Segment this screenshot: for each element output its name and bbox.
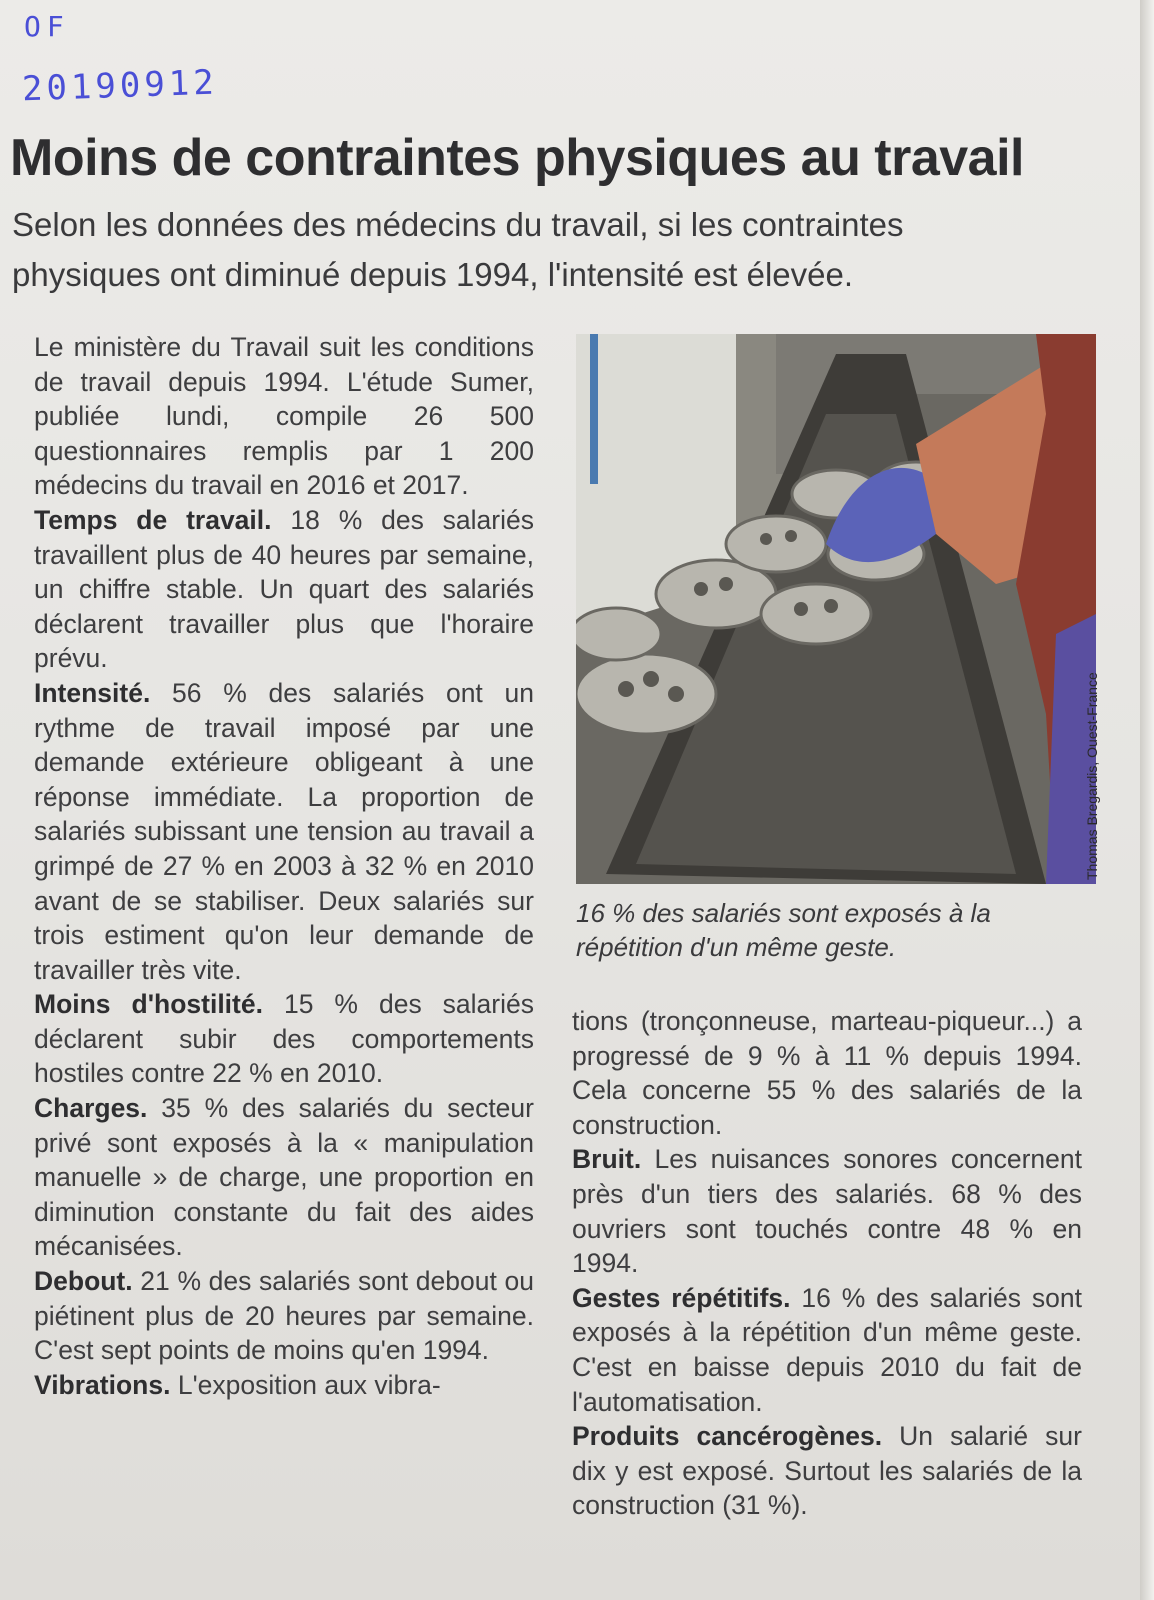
section-heading: Gestes répétitifs. [572,1282,791,1313]
section-text: Les nuisances sonores concernent près d'un tiers des salariés. 68 % des ouvriers sont touchés contre 48 % en 1994. [572,1144,1082,1279]
section-text: 15 % des salariés déclarent subir des comportements hostiles contre 22 % en 2010. [34,989,534,1089]
article-photo [576,334,1096,884]
page-edge [1140,0,1154,1600]
section-heading: Vibrations. [34,1369,171,1400]
section-heading: Temps de travail. [34,504,272,535]
section-text: Un salarié sur dix y est exposé. Surtout les salariés de la construction (31 %). [572,1421,1082,1521]
factory-workbench-photo [576,334,1096,884]
section-temps-de-travail [34,503,534,676]
article-subtitle: Selon les données des médecins du travail, si les contraintes physiques ont diminué depuis 1994, l'intensité est élevée. [12,206,904,293]
section-text: L'exposition aux vibra- [177,1369,441,1400]
article-column-right [572,1004,1082,1523]
article-intro: Le ministère du Travail suit les conditions de travail depuis 1994. L'étude Sumer, publiée lundi, compile 26 500 questionnaires remplis par 1 200 médecins du travail en 2016 et 2017. [34,332,534,501]
section-text: 18 % des salariés travaillent plus de 40 heures par semaine, un chiffre stable. Un quart des salariés déclarent travailler plus que l'horaire prévu. [34,504,534,674]
photo-caption: 16 % des salariés sont exposés à la répétition d'un même geste. [576,898,991,962]
section-bruit [572,1142,1082,1280]
section-vibrations-continued [572,1004,1082,1142]
section-produits-cancerogenes [572,1419,1082,1523]
section-heading: Moins d'hostilité. [34,989,263,1020]
section-heading: Debout. [34,1266,133,1297]
section-text: 16 % des salariés sont exposés à la répétition d'un même geste. C'est en baisse depuis 2010 du fait de l'automatisation. [572,1282,1082,1417]
section-text: tions (tronçonneuse, marteau-piqueur...) a progressé de 9 % à 11 % depuis 1994. Cela concerne 55 % des salariés de la construction. [572,1006,1082,1140]
section-heading: Bruit. [572,1144,642,1175]
handwritten-date-note: 20190912 [21,62,219,110]
section-hostilite [34,987,534,1091]
photo-credit: Thomas Bregardis, Ouest-France [1084,672,1100,880]
section-heading: Intensité. [34,677,151,708]
section-text: 56 % des salariés ont un rythme de travail imposé par une demande extérieure obligeant à une réponse immédiate. La proportion de salariés subissant une tension au travail a grimpé de 27 % en 2003 à 32 % en 2010 avant de se stabiliser. Deux salariés sur trois estiment qu'on leur demande de travailler très vite. [34,677,534,985]
section-debout [34,1264,534,1368]
section-vibrations [34,1368,534,1403]
section-text: 21 % des salariés sont debout ou piétinent plus de 20 heures par semaine. C'est sept points de moins qu'en 1994. [34,1266,534,1366]
handwritten-source-note: OF [24,10,70,43]
section-text: 35 % des salariés du secteur privé sont exposés à la « manipulation manuelle » de charge, une proportion en diminution constante du fait des aides mécanisées. [34,1093,534,1262]
section-heading: Charges. [34,1093,148,1124]
section-gestes-repetitifs [572,1281,1082,1419]
section-heading: Produits cancérogènes. [572,1421,883,1452]
section-charges [34,1091,534,1264]
article-column-left [34,330,534,1402]
section-intensite [34,676,534,987]
article-title: Moins de contraintes physiques au travail [10,129,1024,187]
